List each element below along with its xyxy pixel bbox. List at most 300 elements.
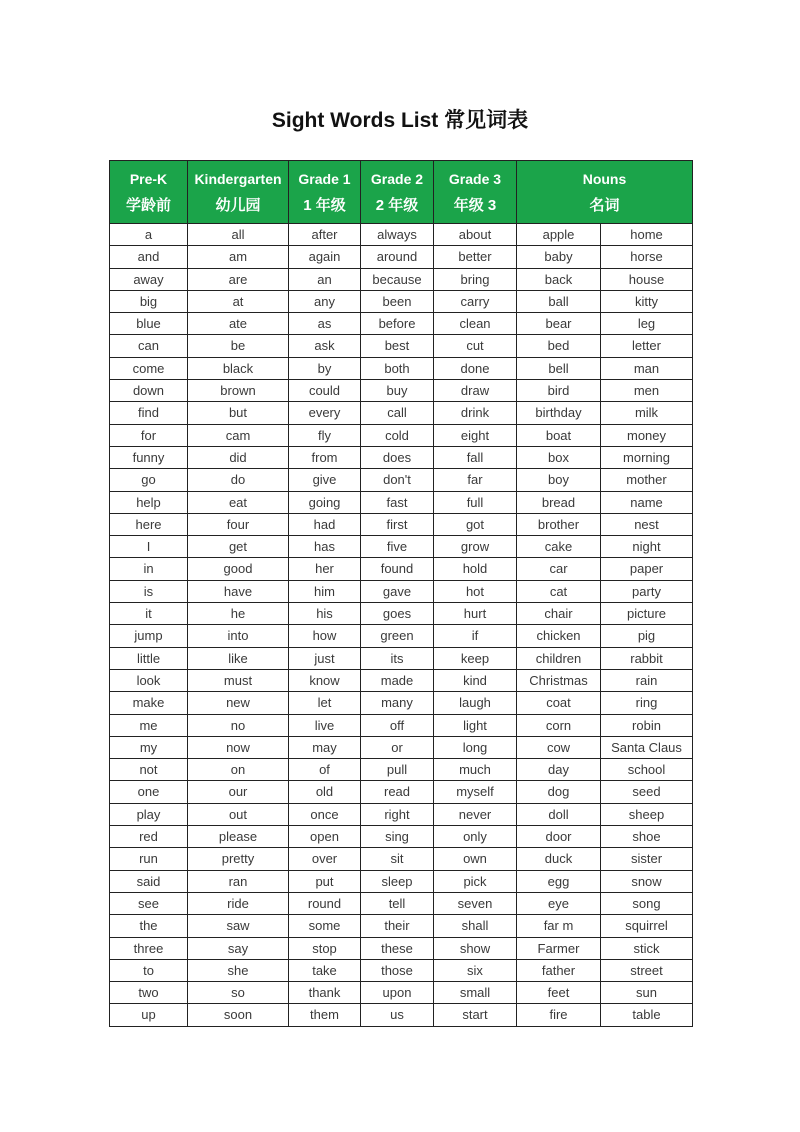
header-label-en: Nouns [582,170,627,187]
table-row [110,915,693,937]
word-cell: best [361,335,434,357]
table-row [110,424,693,446]
word-cell: blue [110,313,188,335]
word-cell: three [110,937,188,959]
word-cell: after [289,224,361,246]
word-cell: own [434,848,517,870]
word-cell: take [289,959,361,981]
word-cell: upon [361,982,434,1004]
word-cell: does [361,446,434,468]
word-cell: red [110,826,188,848]
word-cell: up [110,1004,188,1026]
word-cell: birthday [517,402,601,424]
word-cell: Farmer [517,937,601,959]
word-cell: did [188,446,289,468]
word-cell: eat [188,491,289,513]
word-cell: pick [434,870,517,892]
word-cell: by [289,357,361,379]
word-cell: he [188,603,289,625]
word-cell: box [517,446,601,468]
word-cell: Christmas [517,669,601,691]
word-cell: laugh [434,692,517,714]
word-cell: brother [517,513,601,535]
word-cell: any [289,290,361,312]
word-cell: mother [601,469,693,491]
word-cell: keep [434,647,517,669]
word-cell: hold [434,558,517,580]
word-cell: horse [601,246,693,268]
table-row [110,335,693,357]
word-cell: hurt [434,603,517,625]
word-cell: him [289,580,361,602]
header-grade-2 [361,161,434,224]
word-cell: old [289,781,361,803]
word-cell: down [110,380,188,402]
word-cell: goes [361,603,434,625]
table-row [110,1004,693,1026]
word-cell: have [188,580,289,602]
word-cell: squirrel [601,915,693,937]
word-cell: into [188,625,289,647]
word-cell: coat [517,692,601,714]
table-row [110,491,693,513]
word-cell: see [110,892,188,914]
word-cell: apple [517,224,601,246]
word-cell: sun [601,982,693,1004]
header-grade-3 [434,161,517,224]
word-cell: has [289,536,361,558]
word-cell: sheep [601,803,693,825]
word-cell: drink [434,402,517,424]
word-cell: sing [361,826,434,848]
word-cell: made [361,669,434,691]
word-cell: cam [188,424,289,446]
table-row [110,446,693,468]
word-cell: off [361,714,434,736]
word-cell: five [361,536,434,558]
word-cell: out [188,803,289,825]
word-cell: both [361,357,434,379]
word-cell: been [361,290,434,312]
word-cell: home [601,224,693,246]
word-cell: pig [601,625,693,647]
table-row [110,669,693,691]
word-cell: I [110,536,188,558]
word-cell: not [110,759,188,781]
word-cell: gave [361,580,434,602]
word-cell: every [289,402,361,424]
word-cell: bear [517,313,601,335]
word-cell: can [110,335,188,357]
word-cell: just [289,647,361,669]
word-cell: big [110,290,188,312]
word-cell: on [188,759,289,781]
word-cell: chair [517,603,601,625]
word-cell: fast [361,491,434,513]
word-cell: better [434,246,517,268]
word-cell: sit [361,848,434,870]
word-cell: right [361,803,434,825]
word-cell: thank [289,982,361,1004]
word-cell: bed [517,335,601,357]
header-label-zh: 年级 3 [453,196,497,214]
word-cell: my [110,736,188,758]
word-cell: buy [361,380,434,402]
word-cell: cow [517,736,601,758]
word-cell: shoe [601,826,693,848]
word-cell: name [601,491,693,513]
word-cell: am [188,246,289,268]
word-cell: father [517,959,601,981]
table-row [110,826,693,848]
word-cell: done [434,357,517,379]
word-cell: myself [434,781,517,803]
page-title: Sight Words List 常见词表 [271,109,529,132]
word-cell: got [434,513,517,535]
word-cell: its [361,647,434,669]
table-row [110,647,693,669]
word-cell: eight [434,424,517,446]
word-cell: kind [434,669,517,691]
word-cell: dog [517,781,601,803]
word-cell: here [110,513,188,535]
table-row [110,558,693,580]
word-cell: table [601,1004,693,1026]
word-cell: boat [517,424,601,446]
word-cell: round [289,892,361,914]
table-row [110,313,693,335]
word-cell: cold [361,424,434,446]
word-cell: much [434,759,517,781]
word-cell: are [188,268,289,290]
word-cell: get [188,536,289,558]
word-cell: nest [601,513,693,535]
word-cell: milk [601,402,693,424]
word-cell: jump [110,625,188,647]
word-cell: rabbit [601,647,693,669]
word-cell: to [110,959,188,981]
word-cell: full [434,491,517,513]
word-cell: shall [434,915,517,937]
table-row [110,781,693,803]
word-cell: baby [517,246,601,268]
word-cell: ride [188,892,289,914]
word-cell: how [289,625,361,647]
word-cell: soon [188,1004,289,1026]
word-cell: she [188,959,289,981]
word-cell: kitty [601,290,693,312]
word-cell: ball [517,290,601,312]
word-cell: at [188,290,289,312]
word-cell: robin [601,714,693,736]
word-cell: doll [517,803,601,825]
word-cell: hot [434,580,517,602]
word-cell: away [110,268,188,290]
word-cell: or [361,736,434,758]
table-row [110,380,693,402]
table-row [110,469,693,491]
word-cell: put [289,870,361,892]
header-label-zh: 2 年级 [375,196,419,214]
word-cell: them [289,1004,361,1026]
word-cell: fly [289,424,361,446]
word-cell: door [517,826,601,848]
word-cell: black [188,357,289,379]
word-cell: funny [110,446,188,468]
word-cell: stick [601,937,693,959]
word-cell: one [110,781,188,803]
word-cell: going [289,491,361,513]
table-row [110,892,693,914]
word-cell: but [188,402,289,424]
word-cell: make [110,692,188,714]
header-label-zh: 名词 [589,196,620,214]
table-row [110,290,693,312]
word-cell: their [361,915,434,937]
word-cell: sleep [361,870,434,892]
header-label-en: Grade 1 [298,170,351,187]
word-cell: open [289,826,361,848]
word-cell: brown [188,380,289,402]
word-cell: fall [434,446,517,468]
word-cell: morning [601,446,693,468]
word-cell: green [361,625,434,647]
word-cell: cake [517,536,601,558]
word-cell: feet [517,982,601,1004]
word-cell: rain [601,669,693,691]
word-cell: let [289,692,361,714]
word-cell: some [289,915,361,937]
table-row [110,982,693,1004]
table-row [110,357,693,379]
word-cell: bird [517,380,601,402]
word-cell: about [434,224,517,246]
word-cell: money [601,424,693,446]
word-cell: bread [517,491,601,513]
word-cell: read [361,781,434,803]
word-cell: for [110,424,188,446]
word-cell: little [110,647,188,669]
word-cell: ask [289,335,361,357]
header-label-zh: 1 年级 [303,196,346,214]
word-cell: give [289,469,361,491]
word-cell: four [188,513,289,535]
table-row [110,692,693,714]
table-row [110,759,693,781]
word-cell: start [434,1004,517,1026]
word-cell: please [188,826,289,848]
word-cell: those [361,959,434,981]
word-cell: pull [361,759,434,781]
word-cell: egg [517,870,601,892]
word-cell: ran [188,870,289,892]
header-label-en: Grade 3 [448,170,502,187]
word-cell: ring [601,692,693,714]
word-cell: new [188,692,289,714]
word-cell: run [110,848,188,870]
table-row [110,625,693,647]
word-cell: men [601,380,693,402]
header-label-zh: 幼儿园 [215,196,261,214]
word-cell: street [601,959,693,981]
word-cell: never [434,803,517,825]
word-cell: eye [517,892,601,914]
word-cell: cat [517,580,601,602]
word-cell: around [361,246,434,268]
word-cell: back [517,268,601,290]
word-cell: be [188,335,289,357]
table-row [110,513,693,535]
word-cell: must [188,669,289,691]
word-cell: again [289,246,361,268]
word-cell: over [289,848,361,870]
header-nouns [517,161,693,224]
word-cell: because [361,268,434,290]
word-cell: me [110,714,188,736]
word-cell: all [188,224,289,246]
word-cell: in [110,558,188,580]
word-cell: six [434,959,517,981]
word-cell: far m [517,915,601,937]
header-prek [110,161,188,224]
word-cell: go [110,469,188,491]
word-cell: may [289,736,361,758]
word-cell: school [601,759,693,781]
header-label-en: Grade 2 [370,170,424,187]
header-row [110,161,693,224]
header-label-en: Pre-K [129,170,168,187]
header-label-zh: 学龄前 [125,196,171,214]
word-cell: call [361,402,434,424]
word-cell: it [110,603,188,625]
table-row [110,402,693,424]
word-cell: a [110,224,188,246]
word-cell: good [188,558,289,580]
word-cell: found [361,558,434,580]
word-cell: help [110,491,188,513]
word-cell: stop [289,937,361,959]
word-cell: if [434,625,517,647]
word-cell: snow [601,870,693,892]
word-cell: song [601,892,693,914]
word-cell: say [188,937,289,959]
table-row [110,224,693,246]
word-cell: her [289,558,361,580]
word-cell: first [361,513,434,535]
word-cell: and [110,246,188,268]
word-cell: party [601,580,693,602]
word-cell: his [289,603,361,625]
word-cell: always [361,224,434,246]
word-cell: don't [361,469,434,491]
table-row [110,580,693,602]
word-cell: Santa Claus [601,736,693,758]
header-label-en: Kindergarten [194,170,282,187]
word-cell: do [188,469,289,491]
word-cell: cut [434,335,517,357]
word-cell: carry [434,290,517,312]
word-cell: live [289,714,361,736]
header-kindergarten [188,161,289,224]
word-cell: light [434,714,517,736]
word-cell: boy [517,469,601,491]
table-row [110,246,693,268]
table-row [110,736,693,758]
word-cell: house [601,268,693,290]
word-cell: so [188,982,289,1004]
table-row [110,603,693,625]
word-cell: saw [188,915,289,937]
word-cell: had [289,513,361,535]
word-cell: from [289,446,361,468]
word-cell: come [110,357,188,379]
table-row [110,803,693,825]
word-cell: many [361,692,434,714]
word-cell: small [434,982,517,1004]
word-cell: could [289,380,361,402]
word-cell: the [110,915,188,937]
word-cell: clean [434,313,517,335]
table-row [110,714,693,736]
word-cell: no [188,714,289,736]
word-cell: is [110,580,188,602]
word-cell: day [517,759,601,781]
word-cell: letter [601,335,693,357]
table-row [110,870,693,892]
word-cell: fire [517,1004,601,1026]
word-cell: ate [188,313,289,335]
word-cell: of [289,759,361,781]
word-cell: seed [601,781,693,803]
header-grade-1 [289,161,361,224]
word-cell: show [434,937,517,959]
word-cell: these [361,937,434,959]
word-cell: far [434,469,517,491]
word-cell: an [289,268,361,290]
word-cell: leg [601,313,693,335]
word-cell: tell [361,892,434,914]
word-cell: know [289,669,361,691]
word-cell: bring [434,268,517,290]
word-cell: seven [434,892,517,914]
word-cell: only [434,826,517,848]
word-cell: paper [601,558,693,580]
word-cell: chicken [517,625,601,647]
word-cell: sister [601,848,693,870]
word-cell: play [110,803,188,825]
word-cell: as [289,313,361,335]
word-cell: us [361,1004,434,1026]
table-row [110,937,693,959]
word-cell: corn [517,714,601,736]
table-row [110,848,693,870]
word-cell: duck [517,848,601,870]
word-cell: now [188,736,289,758]
word-cell: before [361,313,434,335]
word-cell: our [188,781,289,803]
word-cell: long [434,736,517,758]
word-cell: man [601,357,693,379]
word-cell: car [517,558,601,580]
table-row [110,959,693,981]
table-row [110,268,693,290]
word-cell: picture [601,603,693,625]
word-cell: pretty [188,848,289,870]
word-cell: like [188,647,289,669]
word-cell: once [289,803,361,825]
word-cell: look [110,669,188,691]
word-cell: night [601,536,693,558]
